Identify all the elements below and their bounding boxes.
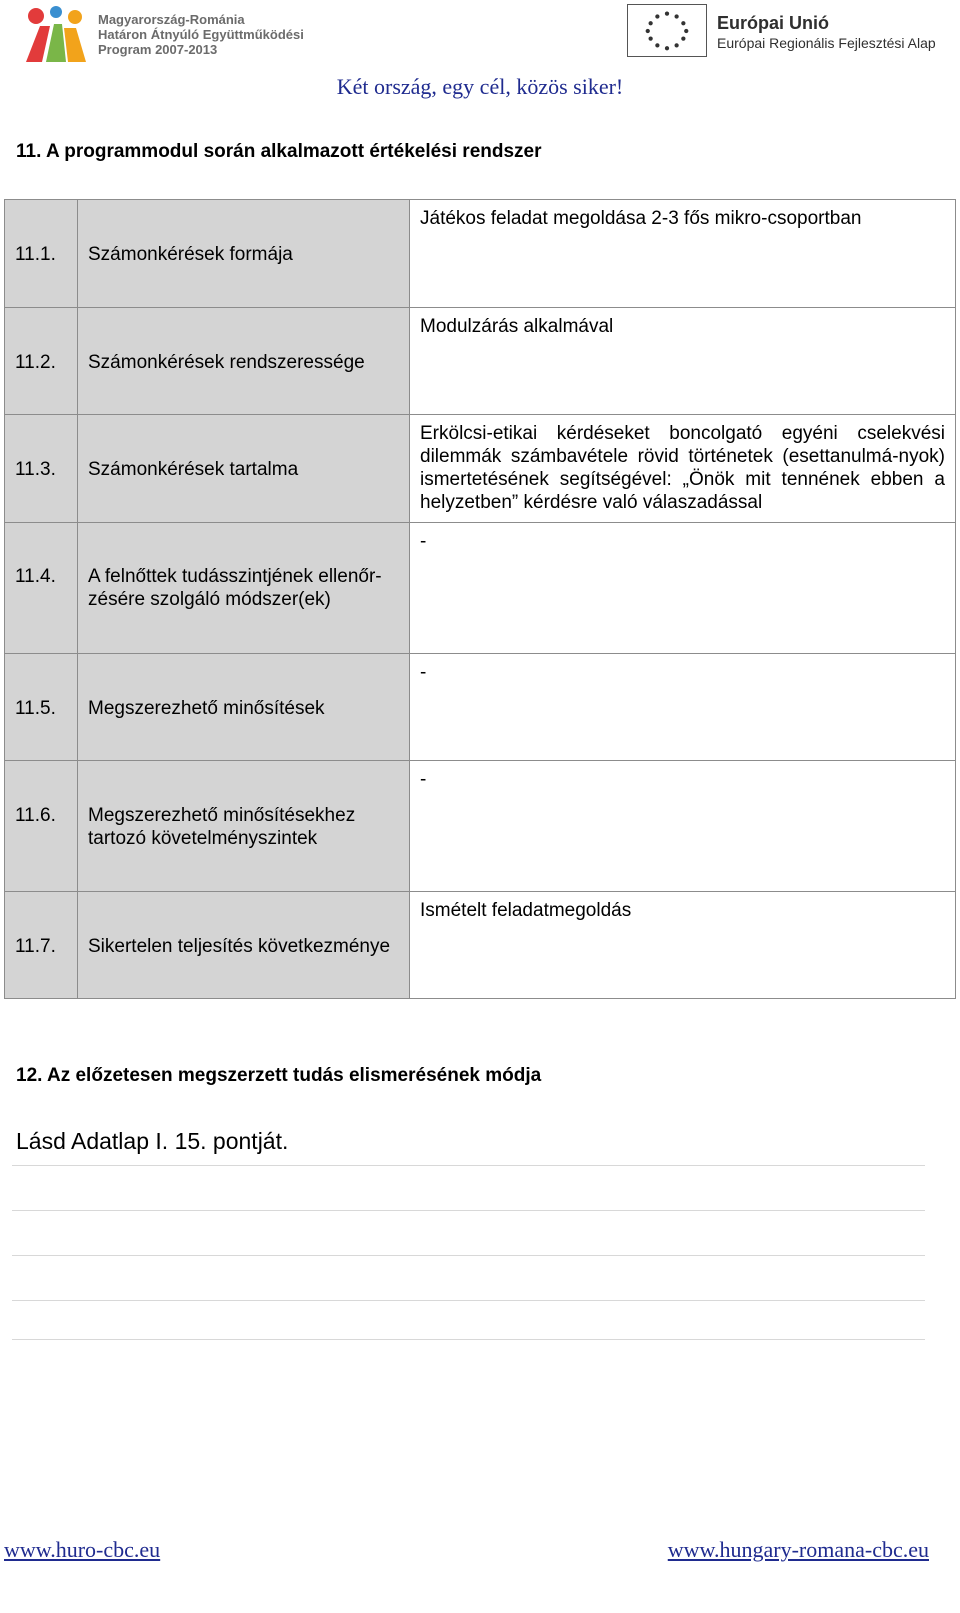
eu-subtitle: Európai Regionális Fejlesztési Alap [717,35,936,51]
row-number: 11.2. [15,352,56,373]
row-value: Erkölcsi-etikai kérdéseket boncolgató egyéni cselekvési dilemmák számbavétele rövid történetek (esettanulmá-nyok) ismertetésének segítségével: „Önök mit tennének ebben a helyzetben” kérdésre való válaszadással [420,423,945,513]
row-value: Modulzárás alkalmával [420,316,614,337]
eu-logo [627,4,947,60]
blank-line [12,1300,925,1301]
footer-link-hungary-romania[interactable]: www.hungary-romana-cbc.eu [667,1537,929,1562]
eu-flag-icon [627,4,707,57]
row-number: 11.4. [15,566,56,587]
evaluation-table [4,199,956,999]
page-header [0,0,960,110]
row-label: Megszerezhető minősítések [88,698,325,719]
blank-line [12,1339,925,1340]
row-label: Számonkérések rendszeressége [88,352,365,373]
row-number: 11.3. [15,459,56,480]
section-12-body: Lásd Adatlap I. 15. pontját. [16,1128,289,1154]
row-label: A felnőttek tudásszintjének ellenőr-zésére szolgáló módszer(ek) [88,566,382,610]
row-label: Megszerezhető minősítésekhez tartozó követelményszintek [88,805,356,849]
table-row [5,200,956,308]
program-logo-icon [20,6,90,64]
blank-line [12,1255,925,1256]
row-label: Számonkérések formája [88,244,293,265]
program-logo-line-3: Program 2007-2013 [98,42,218,57]
row-value: - [420,662,427,683]
program-logo-line-1: Magyarország-Románia [98,12,245,27]
row-number: 11.7. [15,936,56,957]
table-row [5,308,956,415]
row-value: Játékos feladat megoldása 2-3 fős mikro-csoportban [420,208,862,229]
blank-line [12,1210,925,1211]
eu-title: Európai Unió [717,13,829,33]
row-label: Sikertelen teljesítés következménye [88,936,391,957]
row-label: Számonkérések tartalma [88,459,299,480]
row-value: - [420,531,427,552]
section-11-title: 11. A programmodul során alkalmazott értékelési rendszer [16,141,542,162]
table-row [5,415,956,523]
row-value: Ismételt feladatmegoldás [420,900,632,921]
row-number: 11.1. [15,244,56,265]
slogan: Két ország, egy cél, közös siker! [336,74,624,99]
section-12-title: 12. Az előzetesen megszerzett tudás elismerésének módja [16,1065,542,1086]
row-value: - [420,769,427,790]
program-logo [20,6,350,66]
program-logo-line-2: Határon Átnyúló Együttműködési [98,27,304,42]
blank-line [12,1165,925,1166]
row-number: 11.5. [15,698,56,719]
table-row [5,892,956,999]
table-row [5,523,956,654]
table-row [5,654,956,761]
footer-link-huro[interactable]: www.huro-cbc.eu [4,1537,161,1562]
row-number: 11.6. [15,805,56,826]
table-row [5,761,956,892]
